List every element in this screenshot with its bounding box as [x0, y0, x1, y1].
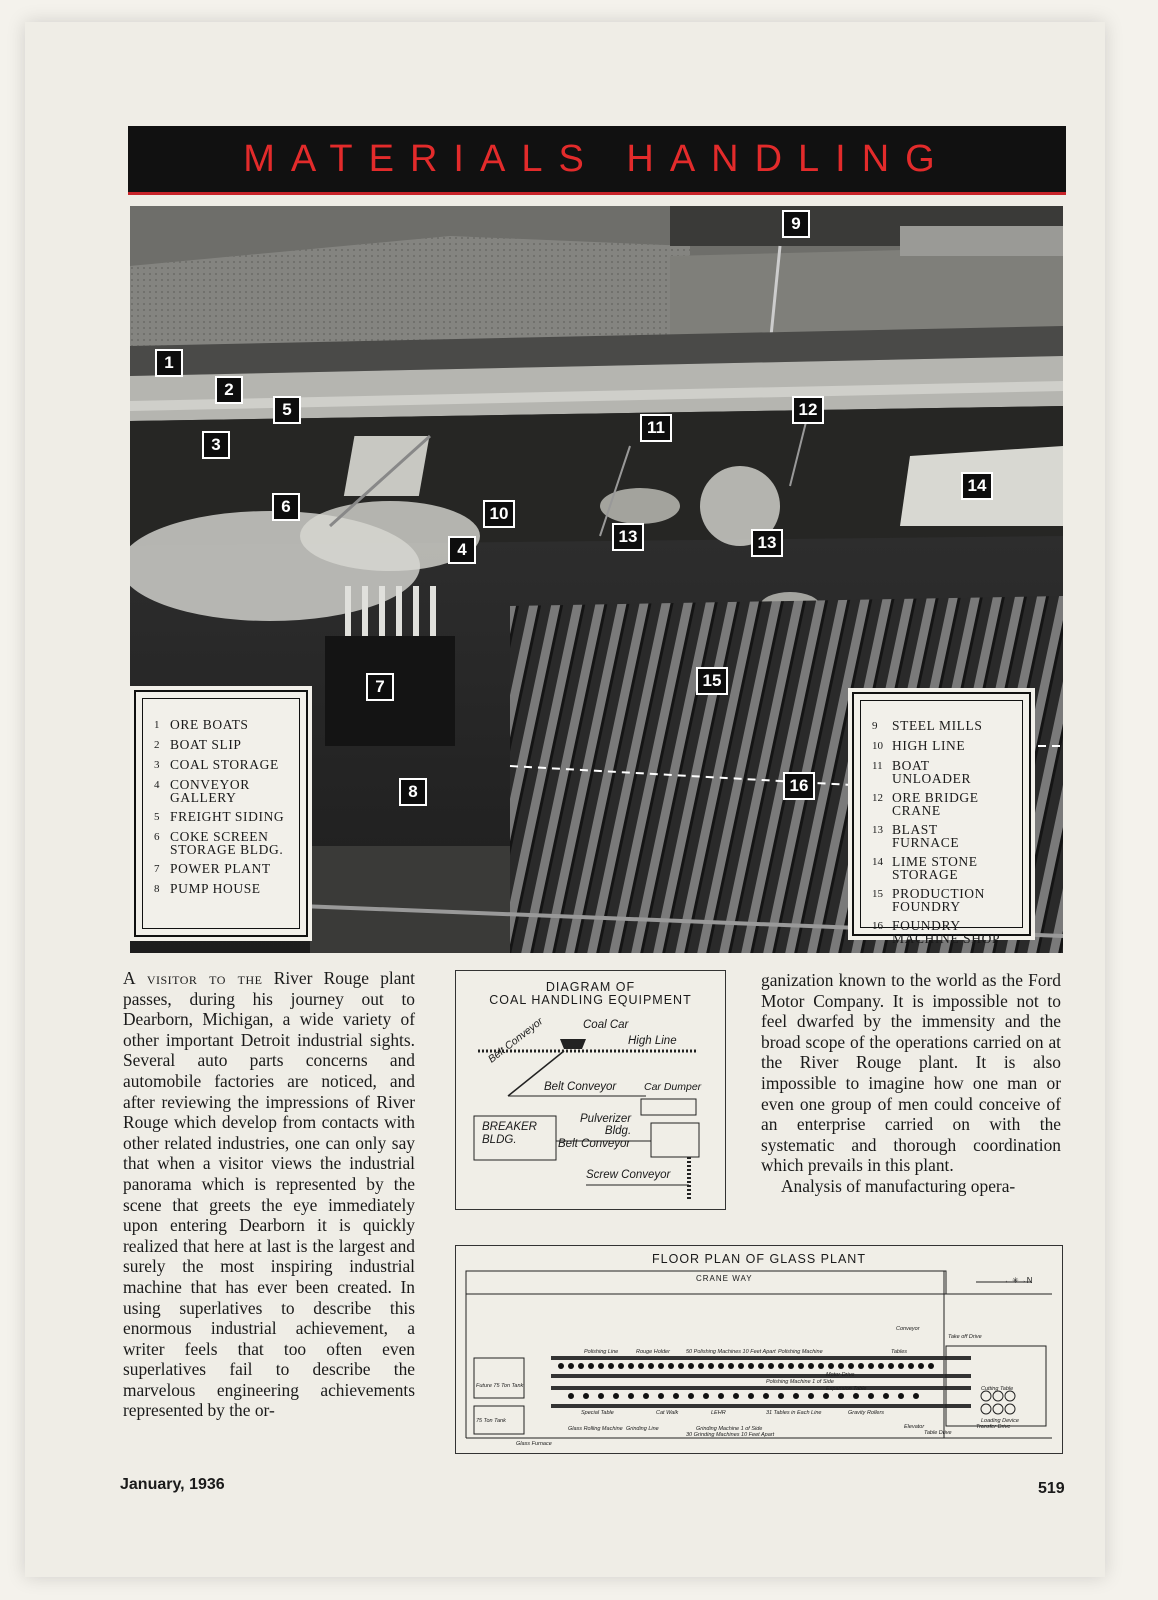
plan-label: Loading Device	[981, 1418, 1019, 1424]
plan-label: Special Table	[581, 1410, 614, 1416]
legend-right-list	[872, 719, 1000, 951]
label-crane-way: CRANE WAY	[696, 1274, 753, 1283]
legend-item: 15 PRODUCTION FOUNDRY	[872, 886, 986, 914]
coal-diagram	[455, 970, 726, 1210]
photo-marker-8: 8	[399, 778, 427, 806]
label-breaker-bldg: BREAKER BLDG.	[482, 1121, 537, 1146]
plan-label: 75 Ton Tank	[476, 1418, 506, 1424]
article-text: River Rouge plant passes, during his journey out to Dearborn, Michigan, a wide variety of other important Detroit industrial sights. Several auto parts concerns and automobile factories are noticed, and after reviewing the impressions of River Rouge which develop from contacts with other related industries, one can only say that when a visitor views the industrial panorama which is represented by the scene that greets the eye immediately upon entering Dearborn it is quickly realized that here at last is the largest and surely the most inspiring industrial machine that has ever been created. In using superlatives to describe this enormous industrial achievement, a writer feels that too often even superlatives fail to describe the marvelous engineering achievements represented by the or-	[123, 968, 415, 1421]
legend-item: 8 PUMP HOUSE	[154, 881, 261, 896]
label-belt-conveyor-low: Belt Conveyor	[558, 1138, 631, 1150]
coal-diagram-title-2: COAL HANDLING EQUIPMENT	[489, 993, 692, 1007]
legend-item: 16 FOUNDRY MACHINE SHOP	[872, 918, 1001, 946]
plan-label: 50 Polishing Machines 10 Feet Apart	[686, 1349, 776, 1355]
plan-label: 31 Tables in Each Line	[766, 1410, 822, 1416]
legend-item: 11 BOAT UNLOADER	[872, 758, 972, 786]
section-banner	[128, 126, 1066, 195]
legend-left	[134, 690, 308, 937]
aerial-photo	[130, 206, 1063, 953]
page-number: 519	[1038, 1480, 1065, 1497]
section-title: MATERIALS HANDLING	[243, 138, 951, 180]
plan-label: Take off Drive	[948, 1334, 982, 1340]
legend-item: 7 POWER PLANT	[154, 861, 271, 876]
photo-marker-14: 14	[961, 472, 993, 500]
plan-label: Tables	[891, 1349, 908, 1355]
plan-label: Cat Walk	[656, 1410, 679, 1416]
label-high-line: High Line	[628, 1035, 677, 1047]
legend-right	[852, 692, 1031, 946]
plan-label: Expansion Table	[826, 1386, 867, 1392]
label-coal-car: Coal Car	[583, 1019, 629, 1031]
legend-left-list	[154, 718, 284, 902]
label-belt-conveyor-incline: Belt Conveyor	[486, 1015, 546, 1066]
plan-label: LEHR	[711, 1410, 726, 1416]
legend-item: 4 CONVEYOR GALLERY	[154, 777, 250, 805]
label-car-dumper: Car Dumper	[644, 1081, 702, 1093]
plan-label: Future 75 Ton Tank	[476, 1383, 524, 1389]
legend-item: 5 FREIGHT SIDING	[154, 809, 285, 824]
plan-label: Polishing Line	[584, 1349, 619, 1355]
legend-item: 13 BLAST FURNACE	[872, 822, 960, 850]
compass-north-icon: ←✳→N	[1004, 1276, 1033, 1285]
photo-marker-9: 9	[782, 210, 810, 238]
label-screw-conveyor: Screw Conveyor	[586, 1169, 671, 1181]
plan-label: Elevator	[904, 1424, 925, 1430]
photo-marker-11: 11	[640, 414, 672, 442]
legend-item: 9 STEEL MILLS	[872, 718, 983, 733]
photo-marker-16: 16	[783, 772, 815, 800]
plan-label: 30 Grinding Machines 10 Feet Apart	[686, 1432, 775, 1438]
photo-marker-15: 15	[696, 667, 728, 695]
legend-item: 12 ORE BRIDGE CRANE	[872, 790, 979, 818]
lead-in: A visitor to the	[123, 968, 263, 988]
legend-item: 3 COAL STORAGE	[154, 757, 279, 772]
plan-label: Grinding Machine 1 of Side	[696, 1426, 763, 1432]
plan-label: Transfer Drive	[976, 1424, 1011, 1430]
coal-diagram-title-1: DIAGRAM OF	[545, 980, 636, 994]
label-pulverizer-bldg: Pulverizer Bldg.	[580, 1113, 632, 1137]
legend-item: 10 HIGH LINE	[872, 738, 966, 753]
legend-item: 6 COKE SCREEN STORAGE BLDG.	[154, 829, 284, 857]
photo-marker-1: 1	[155, 349, 183, 377]
plan-label: Motor Drive	[826, 1372, 855, 1378]
plan-label: Table Drive	[924, 1430, 952, 1436]
photo-marker-10: 10	[483, 500, 515, 528]
plan-label: Polishing Machine 1 of Side	[766, 1379, 834, 1385]
photo-marker-6: 6	[272, 493, 300, 521]
article-paragraph: Analysis of manufacturing opera-	[781, 1175, 1016, 1196]
plan-label: Conveyor	[896, 1326, 920, 1332]
article-paragraph: ganization known to the world as the Ford Motor Company. It is impossible not to feel dwarfed by the immensity and the broad scope of the operations carried on at the River Rouge plant. It is also impossible to imagine how one man or even one group of men could conceive of an enterprise carried on with the systematic and thorough coordination which prevails in this plant.	[761, 970, 1061, 1176]
plan-label: Polishing Machine	[778, 1349, 823, 1355]
legend-item: 14 LIME STONE STORAGE	[872, 854, 978, 882]
label-belt-conveyor-top: Belt Conveyor	[544, 1081, 617, 1093]
plan-label: Glass Rolling Machine	[568, 1426, 623, 1432]
photo-marker-13b: 13	[751, 529, 783, 557]
legend-item: 1 ORE BOATS	[154, 717, 249, 732]
legend-item: 2 BOAT SLIP	[154, 737, 242, 752]
photo-marker-7: 7	[366, 673, 394, 701]
photo-marker-5: 5	[273, 396, 301, 424]
plan-label: Gravity Rollers	[848, 1410, 885, 1416]
floor-plan-title: FLOOR PLAN OF GLASS PLANT	[652, 1252, 866, 1266]
article-column-1	[123, 968, 415, 1421]
plan-label: Grinding Line	[626, 1426, 659, 1432]
footer-date: January, 1936	[120, 1476, 225, 1493]
photo-marker-13a: 13	[612, 523, 644, 551]
plan-label: Rouge Holder	[636, 1349, 670, 1355]
photo-marker-2: 2	[215, 376, 243, 404]
plan-label: Cutting Table	[981, 1386, 1014, 1392]
plan-label: Glass Furnace	[516, 1441, 552, 1447]
photo-marker-3: 3	[202, 431, 230, 459]
photo-marker-12: 12	[792, 396, 824, 424]
floor-plan	[455, 1245, 1063, 1454]
article-column-3	[761, 970, 1061, 1197]
photo-marker-4: 4	[448, 536, 476, 564]
